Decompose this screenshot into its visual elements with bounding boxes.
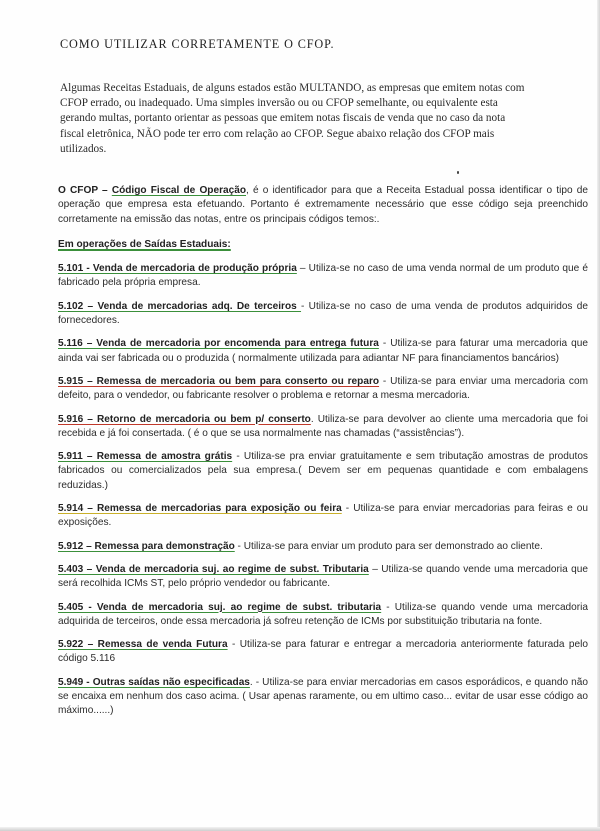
cfop-code-heading: 5.912 – Remessa para demonstração [58,540,235,552]
page-title: COMO UTILIZAR CORRETAMENTE O CFOP. [60,37,335,51]
cfop-description: - Utiliza-se no caso de uma venda de produtos adquiridos de fornecedores. [58,300,588,327]
cfop-description: - Utiliza-se para enviar um produto para ser demonstrado ao cliente. [234,540,543,552]
scan-speck [457,171,459,174]
cfop-description: - Utiliza-se para faturar e entregar a mercadoria anteriormente faturada pelo código 5.116 [58,639,588,665]
cfop-code-heading: 5.922 – Remessa de venda Futura [58,639,228,651]
scan-edge-bottom [0,827,600,831]
cfop-entry [58,638,588,667]
cfop-code-heading: 5.914 – Remessa de mercadorias para exposição ou feira [58,503,342,515]
cfop-code-heading: 5.911 – Remessa de amostra grátis [58,451,233,463]
intro-line: fiscal eletrônica, NÃO pode ter erro com relação ao CFOP. Segue abaixo relação dos CFOP mais [60,127,495,140]
definition-lead: O CFOP – [58,185,112,196]
cfop-entry [58,676,588,719]
cfop-entry [58,601,588,630]
cfop-body [58,184,588,728]
intro-line: Algumas Receitas Estaduais, de alguns estados estão MULTANDO, as empresas que emitem notas com [60,82,525,94]
cfop-definition [58,184,588,227]
cfop-entry [58,450,588,493]
intro-line: utilizados. [60,142,107,155]
cfop-code-heading: 5.403 – Venda de mercadoria suj. ao regime de subst. Tributaria [58,563,369,575]
cfop-description: – Utiliza-se no caso de uma venda normal de um produto que é fabricado pela própria empresa. [58,263,588,289]
cfop-entry [58,413,588,442]
cfop-description: - Utiliza-se para enviar uma mercadoria com defeito, para o vendedor, ou fabricante resolver o problema e retornar a mesma mercadoria. [58,375,588,402]
intro-paragraph [60,81,560,157]
definition-term: Código Fiscal de Operação [111,185,247,196]
cfop-entry [58,300,588,329]
cfop-code-heading: 5.116 – Venda de mercadoria por encomenda para entrega futura [58,338,379,350]
cfop-code-heading: 5.949 - Outras saídas não especificadas [58,676,250,688]
cfop-description: - Utiliza-se para faturar uma mercadoria que ainda vai ser fabricada ou o produzida ( normalmente utilizada para adiantar NF para financiamentos bancários) [58,338,588,364]
cfop-entry [58,563,588,592]
cfop-description: - Utiliza-se para enviar mercadorias para feiras e ou exposições. [58,503,588,529]
cfop-entry [58,375,588,404]
cfop-description: – Utiliza-se quando vende uma mercadoria que será recolhida ICMs ST, pelo próprio vendedor ou fabricante. [58,563,588,590]
cfop-code-heading: 5.916 – Retorno de mercadoria ou bem p/ conserto [58,413,311,425]
cfop-description: . Utiliza-se para devolver ao cliente uma mercadoria que foi recebida e já foi consertada. ( é o que se usa normalmente nas chamadas (“assistências”). [58,413,588,439]
cfop-description: - Utiliza-se quando vende uma mercadoria adquirida de terceiros, onde essa mercadoria já sofreu retenção de ICMs por substituição tributaria na fonte. [58,601,588,627]
section-title: Em operações de Saídas Estaduais: [58,238,231,250]
cfop-code-heading: 5.915 – Remessa de mercadoria ou bem para conserto ou reparo [58,375,380,387]
cfop-code-heading: 5.405 - Venda de mercadoria suj. ao regime de subst. tributaria [58,601,382,613]
intro-line: CFOP errado, ou inadequado. Uma simples inversão ou ou CFOP semelhante, ou equivalente esta [60,97,498,110]
definition-text: , é o identificador para que a Receita Estadual possa identificar o tipo de operação que empresa esta efetuando. Portanto é extremamente necessário que esse código seja preenchido corretamente na emissão das notas, entre os principais códigos temos:. [58,185,588,225]
cfop-entry [58,262,588,291]
cfop-code-heading: 5.102 – Venda de mercadorias adq. De terceiros [58,300,302,312]
cfop-entry [58,540,588,554]
cfop-description: . - Utiliza-se para enviar mercadorias em casos esporádicos, e quando não se encaixa em nenhum dos caso acima. ( Usar apenas raramente, ou em ultimo caso... evitar de usar esse código ao máximo......) [58,676,588,717]
cfop-entry [58,337,588,366]
intro-line: gerando multas, portanto orientar as pessoas que emitem notas fiscais de venda que no caso da nota [60,112,506,125]
cfop-entry [58,502,588,531]
cfop-description: - Utiliza-se pra enviar gratuitamente e sem tributação amostras de produtos fabricados ou comercializados pela sua empresa.( Devem ser em pequenas quantidade e com embalagens reduzidas.) [58,451,588,491]
cfop-code-heading: 5.101 - Venda de mercadoria de produção própria [58,263,297,275]
